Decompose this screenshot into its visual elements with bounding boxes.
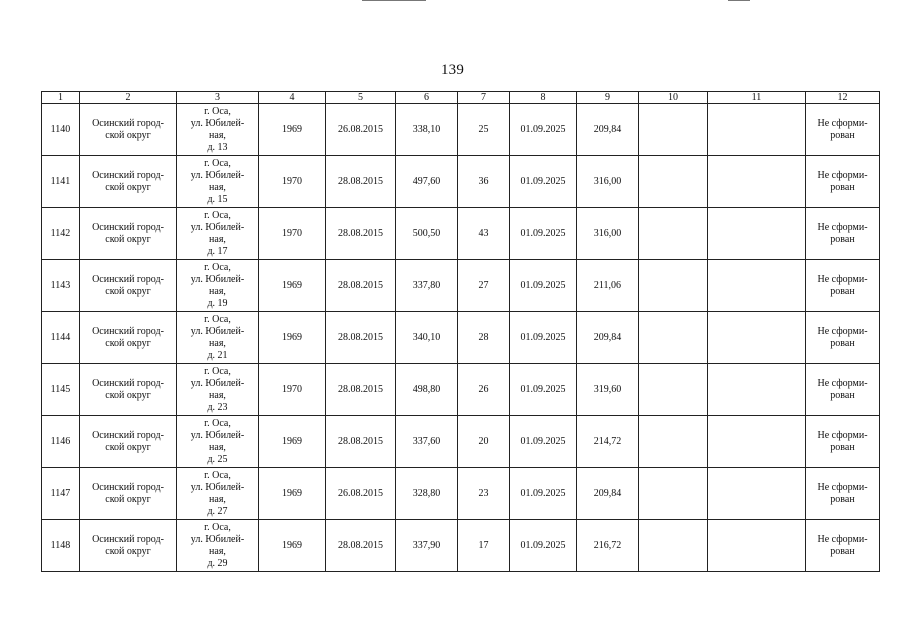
column-11-cell	[708, 104, 806, 156]
table-row	[42, 156, 880, 208]
column-10-cell	[639, 208, 708, 260]
count-cell: 36	[458, 156, 510, 208]
value-cell: 209,84	[577, 104, 639, 156]
date-cell: 28.08.2015	[326, 520, 396, 572]
value-cell: 209,84	[577, 468, 639, 520]
column-10-cell	[639, 156, 708, 208]
column-11-cell	[708, 312, 806, 364]
row-number-cell: 1146	[42, 416, 80, 468]
deadline-cell: 01.09.2025	[510, 156, 577, 208]
area-cell: 337,60	[396, 416, 458, 468]
municipality-cell: Осинский город- ской округ	[80, 468, 177, 520]
deadline-cell: 01.09.2025	[510, 520, 577, 572]
row-number-cell: 1142	[42, 208, 80, 260]
column-header-8: 8	[510, 92, 577, 104]
row-number-cell: 1144	[42, 312, 80, 364]
value-cell: 214,72	[577, 416, 639, 468]
municipality-cell: Осинский город- ской округ	[80, 416, 177, 468]
column-10-cell	[639, 104, 708, 156]
page-number: 139	[440, 62, 465, 78]
municipality-cell: Осинский город- ской округ	[80, 312, 177, 364]
column-11-cell	[708, 520, 806, 572]
column-header-9: 9	[577, 92, 639, 104]
deadline-cell: 01.09.2025	[510, 416, 577, 468]
column-11-cell	[708, 364, 806, 416]
year-cell: 1969	[259, 468, 326, 520]
area-cell: 497,60	[396, 156, 458, 208]
column-10-cell	[639, 416, 708, 468]
value-cell: 216,72	[577, 520, 639, 572]
column-header-11: 11	[708, 92, 806, 104]
deadline-cell: 01.09.2025	[510, 468, 577, 520]
value-cell: 316,00	[577, 156, 639, 208]
value-cell: 316,00	[577, 208, 639, 260]
column-11-cell	[708, 416, 806, 468]
address-cell: г. Оса, ул. Юбилей- ная, д. 21	[177, 312, 259, 364]
column-header-6: 6	[396, 92, 458, 104]
column-10-cell	[639, 260, 708, 312]
table-header	[42, 92, 880, 104]
table-row	[42, 364, 880, 416]
column-10-cell	[639, 312, 708, 364]
row-number-cell: 1147	[42, 468, 80, 520]
municipality-cell: Осинский город- ской округ	[80, 364, 177, 416]
date-cell: 28.08.2015	[326, 312, 396, 364]
status-cell: Не сформи- рован	[806, 104, 880, 156]
count-cell: 17	[458, 520, 510, 572]
row-number-cell: 1141	[42, 156, 80, 208]
date-cell: 28.08.2015	[326, 156, 396, 208]
table-row	[42, 208, 880, 260]
table-row	[42, 520, 880, 572]
address-cell: г. Оса, ул. Юбилей- ная, д. 13	[177, 104, 259, 156]
deadline-cell: 01.09.2025	[510, 260, 577, 312]
row-number-cell: 1145	[42, 364, 80, 416]
count-cell: 20	[458, 416, 510, 468]
area-cell: 500,50	[396, 208, 458, 260]
address-cell: г. Оса, ул. Юбилей- ная, д. 15	[177, 156, 259, 208]
area-cell: 328,80	[396, 468, 458, 520]
area-cell: 340,10	[396, 312, 458, 364]
scan-artifact-line	[728, 0, 750, 1]
table-row	[42, 104, 880, 156]
deadline-cell: 01.09.2025	[510, 312, 577, 364]
count-cell: 43	[458, 208, 510, 260]
year-cell: 1969	[259, 104, 326, 156]
status-cell: Не сформи- рован	[806, 260, 880, 312]
municipality-cell: Осинский город- ской округ	[80, 104, 177, 156]
area-cell: 498,80	[396, 364, 458, 416]
address-cell: г. Оса, ул. Юбилей- ная, д. 19	[177, 260, 259, 312]
table-row	[42, 260, 880, 312]
date-cell: 26.08.2015	[326, 468, 396, 520]
count-cell: 27	[458, 260, 510, 312]
column-header-4: 4	[259, 92, 326, 104]
column-11-cell	[708, 468, 806, 520]
scan-artifact-line	[362, 0, 426, 1]
table-row	[42, 416, 880, 468]
area-cell: 338,10	[396, 104, 458, 156]
value-cell: 319,60	[577, 364, 639, 416]
year-cell: 1970	[259, 364, 326, 416]
column-header-7: 7	[458, 92, 510, 104]
header-row	[42, 92, 880, 104]
count-cell: 28	[458, 312, 510, 364]
table-row	[42, 312, 880, 364]
row-number-cell: 1143	[42, 260, 80, 312]
status-cell: Не сформи- рован	[806, 520, 880, 572]
column-header-2: 2	[80, 92, 177, 104]
column-10-cell	[639, 468, 708, 520]
deadline-cell: 01.09.2025	[510, 208, 577, 260]
data-table	[41, 91, 880, 572]
column-header-10: 10	[639, 92, 708, 104]
address-cell: г. Оса, ул. Юбилей- ная, д. 27	[177, 468, 259, 520]
year-cell: 1969	[259, 416, 326, 468]
column-header-3: 3	[177, 92, 259, 104]
year-cell: 1970	[259, 156, 326, 208]
year-cell: 1969	[259, 312, 326, 364]
column-header-12: 12	[806, 92, 880, 104]
date-cell: 26.08.2015	[326, 104, 396, 156]
value-cell: 209,84	[577, 312, 639, 364]
status-cell: Не сформи- рован	[806, 364, 880, 416]
year-cell: 1969	[259, 260, 326, 312]
column-10-cell	[639, 520, 708, 572]
column-11-cell	[708, 260, 806, 312]
date-cell: 28.08.2015	[326, 364, 396, 416]
status-cell: Не сформи- рован	[806, 416, 880, 468]
row-number-cell: 1140	[42, 104, 80, 156]
municipality-cell: Осинский город- ской округ	[80, 208, 177, 260]
municipality-cell: Осинский город- ской округ	[80, 260, 177, 312]
address-cell: г. Оса, ул. Юбилей- ная, д. 23	[177, 364, 259, 416]
deadline-cell: 01.09.2025	[510, 104, 577, 156]
date-cell: 28.08.2015	[326, 260, 396, 312]
column-11-cell	[708, 208, 806, 260]
row-number-cell: 1148	[42, 520, 80, 572]
table-row	[42, 468, 880, 520]
status-cell: Не сформи- рован	[806, 468, 880, 520]
area-cell: 337,90	[396, 520, 458, 572]
date-cell: 28.08.2015	[326, 208, 396, 260]
count-cell: 26	[458, 364, 510, 416]
address-cell: г. Оса, ул. Юбилей- ная, д. 29	[177, 520, 259, 572]
status-cell: Не сформи- рован	[806, 208, 880, 260]
area-cell: 337,80	[396, 260, 458, 312]
status-cell: Не сформи- рован	[806, 312, 880, 364]
municipality-cell: Осинский город- ской округ	[80, 520, 177, 572]
table-body	[42, 104, 880, 572]
value-cell: 211,06	[577, 260, 639, 312]
date-cell: 28.08.2015	[326, 416, 396, 468]
count-cell: 25	[458, 104, 510, 156]
year-cell: 1969	[259, 520, 326, 572]
municipality-cell: Осинский город- ской округ	[80, 156, 177, 208]
column-10-cell	[639, 364, 708, 416]
address-cell: г. Оса, ул. Юбилей- ная, д. 17	[177, 208, 259, 260]
deadline-cell: 01.09.2025	[510, 364, 577, 416]
column-header-1: 1	[42, 92, 80, 104]
column-header-5: 5	[326, 92, 396, 104]
status-cell: Не сформи- рован	[806, 156, 880, 208]
year-cell: 1970	[259, 208, 326, 260]
address-cell: г. Оса, ул. Юбилей- ная, д. 25	[177, 416, 259, 468]
count-cell: 23	[458, 468, 510, 520]
column-11-cell	[708, 156, 806, 208]
